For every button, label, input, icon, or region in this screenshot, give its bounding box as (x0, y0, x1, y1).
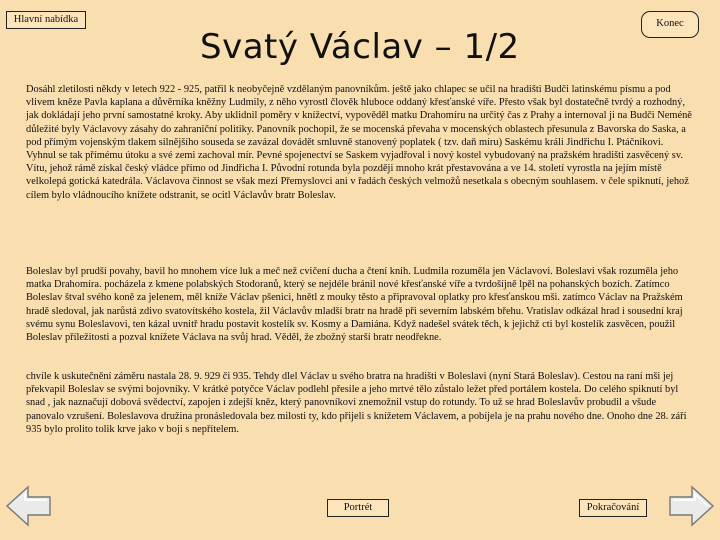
page-title: Svatý Václav – 1/2 (200, 27, 520, 67)
paragraph-2: Boleslav byl prudší povahy, bavil ho mnohem více luk a meč než cvičení ducha a čtení knih. Ludmila rozuměla jen Václavovi. Boleslavi však rozuměla jeho matka Drahomíra. pocházela z kmene polabských Stodoranů, který se nejdéle bránil nové křesťanské víře a tvrdošíjně lpěl na pohanských bozích. Zatímco Boleslav štval svého koně za jelenem, měl kníže Václav pšenici, hnětl z mouky těsto a připravoval oplatky pro křesťanskou mši. zatímco Václav na Pražském hradě sledoval, jak narůstá zdivo svatovítského kostela, žil Václavův mladší bratr na hradě při severním labském břehu. Vratislav odkázal hrad i sousední kraj svému synu Boleslavovi, ten kázal uvnitř hradu postavit kostelík sv. Kosmy a Damiána. Když nadešel svátek těch, k jejichž cti byl kostelík zasvěcen, použil Boleslav příležitosti a pozval knížete Václava na svůj hrad. Věděl, že zbožný starší bratr neodřekne. (26, 266, 683, 344)
paragraph-1: Dosáhl zletilosti někdy v letech 922 - 925, patřil k neobyčejně vzdělaným panovníkům. ještě jako chlapec se učil na hradišti Budči latinskému písmu a pod vlivem kněze Pavla kaplana a důvěrníka kněžny Ludmily, z něho vyrostl člověk hluboce oddaný křesťanské víře. Přesto však byl dostatečně tvrdý a rozhodný, jak dokládají jeho první samostatné kroky. Aby uklidnil poměry v knížectví, vypověděl matku Drahomíru na určitý čas z Prahy a internoval ji na Budči Neméně důležité byly Václavovy zásahy do zahraniční politiky. Panovník pochopil, že se mocenská převaha v mocenských oblastech přesunula z Bavorska do Saska, a pod přímým vojenským tlakem silnějšího souseda se zavázal dovádět smluvně stanovený poplatek ( tzv. daň míru) Saskému králi Jindřichu I. Ptáčníkovi. Vyhnul se tak přímému útoku a své zemi zachoval mír. Pevné spojenectví se Saskem vyjadřoval i nový kostel vybudovaný na pražském hradišti zasvěcený sv. Vítu, jehož rámě získal český vládce přímo od Jindřicha I. Původní rotunda byla později mnoho krát přestavována a ve 14. století vyrostla na jejím místě velkolepá gotická katedrála. Václavova činnost se však mezi Přemyslovci ani v řadách českých velmožů nesetkala s obecným souhlasem. v čele spiknutí, jehož cílem bylo vládnoucího knížete odstranit, se ocitl Václavův bratr Boleslav. (26, 84, 692, 201)
portrait-button[interactable]: Portrét (327, 499, 389, 517)
continue-button[interactable]: Pokračování (579, 499, 647, 517)
paragraph-3: chvíle k uskutečnění záměru nastala 28. 9. 929 či 935. Tehdy dlel Václav u svého bratra na hradišti v Boleslavi (nyní Stará Boleslav). Cestou na raní mši jej překvapil Boleslav se svými bojovníky. V krátké potyčce Václav podlehl přesile a jeho mrtvé tělo zůstalo ležet před portálem kostela. Do celého spiknutí byl snad , jak naznačují dobová svědectví, zapojen i zdejší kněz, který panovníkovi znemožnil vstup do rotundy. To už se hrad Boleslavův probudil a všude panovalo vzrušení. Boleslavova družina pronásledovala bez milosti ty, kdo přijeli s knížetem Václavem, a pobíjela je na prahu nového dne. Onoho dne 28. září 935 bylo prolito tolik krve jako v boji s nepřítelem. (26, 371, 687, 435)
arrow-right-icon[interactable] (666, 484, 716, 528)
end-button[interactable]: Konec (641, 11, 699, 38)
main-menu-button[interactable]: Hlavní nabídka (6, 11, 86, 29)
arrow-left-icon[interactable] (4, 484, 54, 528)
